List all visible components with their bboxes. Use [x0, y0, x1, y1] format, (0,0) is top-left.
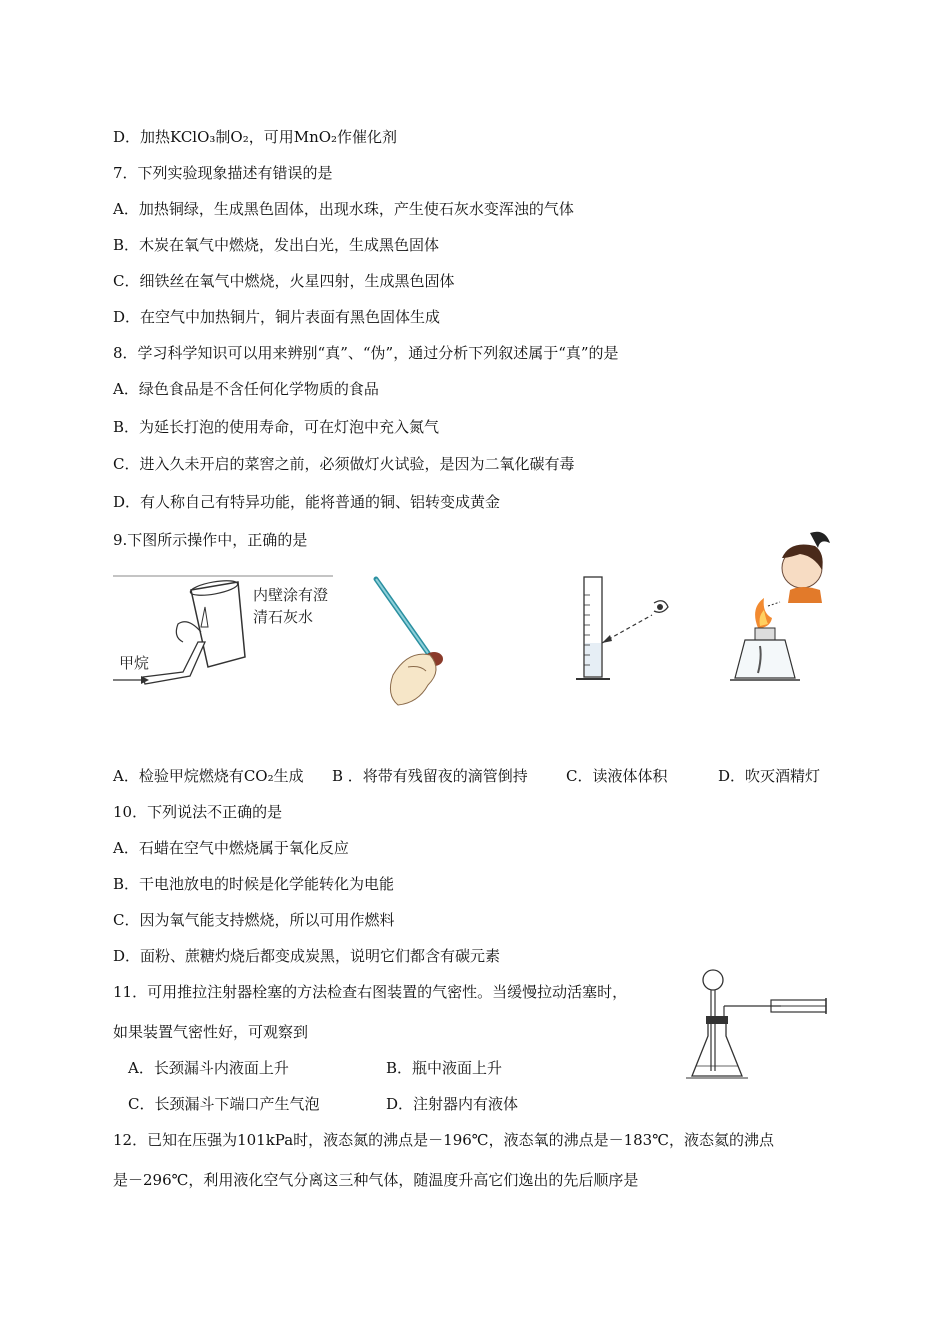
q8-option-b: B．为延长打泡的使用寿命，可在灯泡中充入氮气	[113, 418, 440, 436]
q11-option-d: D．注射器内有液体	[386, 1095, 519, 1113]
figure-methane-test	[113, 572, 353, 692]
q9-option-b: B ．将带有残留夜的滴管倒持	[332, 767, 528, 785]
q11-option-a: A．长颈漏斗内液面上升	[128, 1059, 289, 1077]
q11-option-c: C．长颈漏斗下端口产生气泡	[128, 1095, 320, 1113]
q7-option-a: A．加热铜绿，生成黑色固体，出现水珠，产生使石灰水变浑浊的气体	[113, 200, 574, 218]
q10-option-a: A．石蜡在空气中燃烧属于氧化反应	[113, 839, 349, 857]
q11-option-b: B．瓶中液面上升	[386, 1059, 503, 1077]
q7-option-c: C．细铁丝在氧气中燃烧，火星四射，生成黑色固体	[113, 272, 455, 290]
figure-alcohol-lamp	[730, 528, 845, 693]
q7-option-d: D．在空气中加热铜片，铜片表面有黑色固体生成	[113, 308, 441, 326]
figure-dropper	[368, 575, 468, 715]
q10-stem: 10．下列说法不正确的是	[113, 803, 283, 821]
q9-option-c: C．读液体体积	[566, 767, 668, 785]
q8-option-d: D．有人称自己有特异功能，能将普通的铜、铝转变成黄金	[113, 493, 501, 511]
q7-stem: 7．下列实验现象描述有错误的是	[113, 164, 333, 182]
q7-option-b: B．木炭在氧气中燃烧，发出白光，生成黑色固体	[113, 236, 440, 254]
q9-option-d: D．吹灭酒精灯	[718, 767, 821, 785]
q10-option-d: D．面粉、蔗糖灼烧后都变成炭黑，说明它们都含有碳元素	[113, 947, 501, 965]
label-inner-wall-1: 内壁涂有澄	[253, 586, 329, 604]
label-inner-wall-2: 清石灰水	[253, 608, 314, 626]
label-methane: 甲烷	[119, 654, 150, 672]
q9-option-a: A．检验甲烷燃烧有CO₂生成	[113, 767, 304, 785]
q11-stem: 11．可用推拉注射器栓塞的方法检查右图装置的气密性。当缓慢拉动活塞时，	[113, 983, 628, 1001]
q10-option-b: B．干电池放电的时候是化学能转化为电能	[113, 875, 395, 893]
q9-stem: 9.下图所示操作中，正确的是	[113, 531, 308, 549]
q6-option-d: D．加热KClO₃制O₂，可用MnO₂作催化剂	[113, 128, 398, 146]
figure-airtightness-apparatus	[686, 966, 836, 1086]
q12-stem: 12．已知在压强为101kPa时，液态氮的沸点是－196℃，液态氧的沸点是－183℃，液态氦的沸点	[113, 1131, 774, 1149]
q8-option-a: A．绿色食品是不含任何化学物质的食品	[113, 380, 379, 398]
q8-option-c: C．进入久未开启的菜窖之前，必须做灯火试验，是因为二氧化碳有毒	[113, 455, 575, 473]
q10-option-c: C．因为氧气能支持燃烧，所以可用作燃料	[113, 911, 395, 929]
figure-cylinder	[572, 575, 702, 685]
q8-stem: 8．学习科学知识可以用来辨别“真”、“伪”，通过分析下列叙述属于“真”的是	[113, 344, 619, 362]
q12-stem-2: 是－296℃，利用液化空气分离这三种气体，随温度升高它们逸出的先后顺序是	[113, 1171, 639, 1189]
q11-stem-2: 如果装置气密性好，可观察到	[113, 1023, 309, 1041]
